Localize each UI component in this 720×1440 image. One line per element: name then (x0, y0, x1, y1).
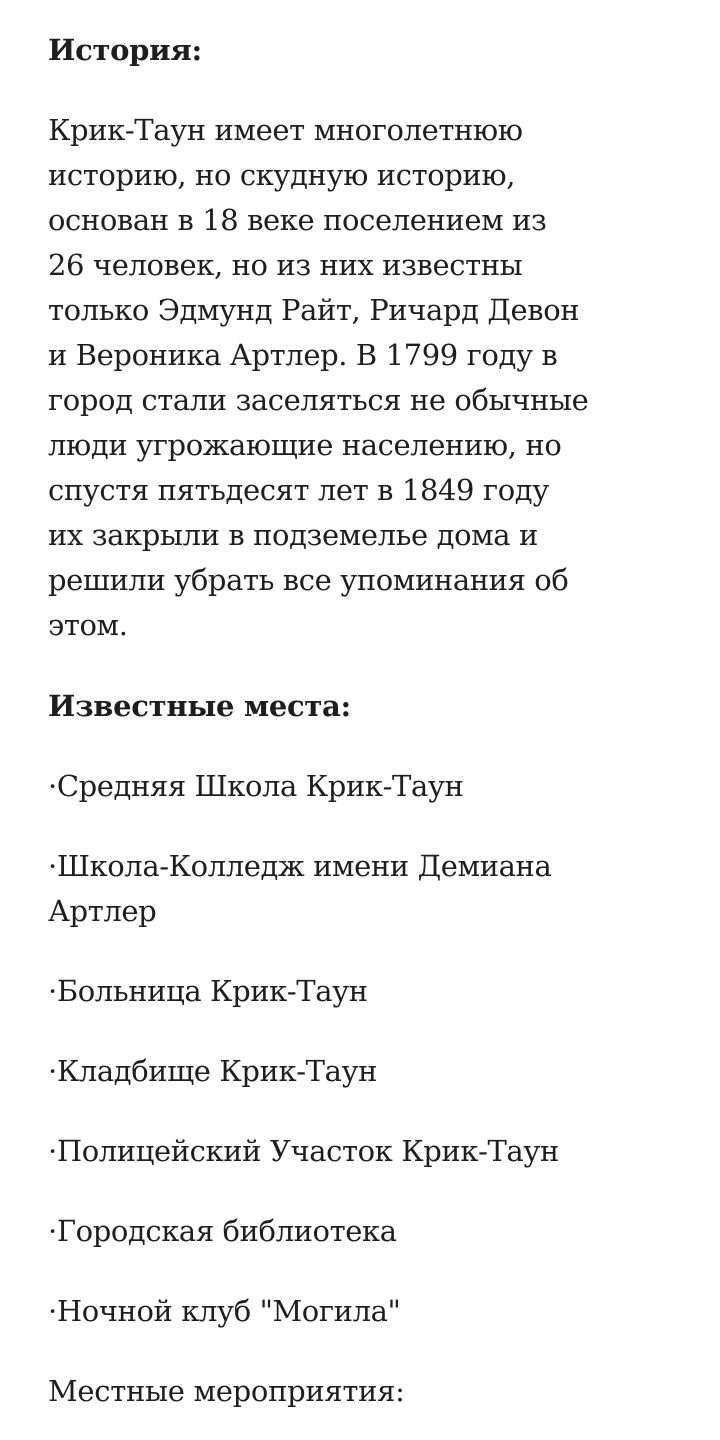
bullet-dot: · (48, 849, 57, 883)
place-name-continuation: Артлер (48, 894, 157, 928)
history-line: люди угрожающие населению, но (48, 428, 562, 462)
history-heading: История: (48, 33, 202, 67)
place-name: Полицейский Участок Крик-Таун (56, 1134, 559, 1168)
history-line: только Эдмунд Райт, Ричард Девон (48, 293, 580, 327)
history-line: и Вероника Артлер. В 1799 году в (48, 338, 558, 372)
places-list (48, 764, 688, 1334)
place-name: Кладбище Крик-Таун (56, 1054, 378, 1088)
place-name: Ночной клуб "Могила" (56, 1294, 401, 1328)
bullet-dot: · (48, 1294, 57, 1328)
history-line: спустя пятьдесят лет в 1849 году (48, 473, 549, 507)
list-item (48, 1209, 688, 1254)
bullet-dot: · (48, 1134, 57, 1168)
list-item (48, 764, 688, 809)
list-item (48, 969, 688, 1014)
bullet-dot: · (48, 769, 57, 803)
spacer (48, 648, 688, 684)
history-paragraph (48, 108, 688, 648)
place-name: Школа-Колледж имени Демиана (56, 849, 552, 883)
spacer (48, 728, 688, 764)
place-name: Городская библиотека (56, 1214, 397, 1248)
history-line: этом. (48, 608, 128, 642)
bullet-dot: · (48, 974, 57, 1008)
history-line: историю, но скудную историю, (48, 158, 516, 192)
article-body (48, 28, 688, 1413)
history-line: город стали заселяться не обычные (48, 383, 589, 417)
history-line: решили убрать все упоминания об (48, 563, 569, 597)
bullet-dot: · (48, 1054, 57, 1088)
list-item (48, 844, 688, 934)
history-line: их закрыли в подземелье дома и (48, 518, 538, 552)
spacer (48, 72, 688, 108)
history-line: основан в 18 веке поселением из (48, 203, 547, 237)
bullet-dot: · (48, 1214, 57, 1248)
events-heading: Местные мероприятия: (48, 1374, 405, 1408)
list-item (48, 1049, 688, 1094)
places-heading: Известные места: (48, 689, 351, 723)
list-item (48, 1289, 688, 1334)
history-line: Крик-Таун имеет многолетнюю (48, 113, 523, 147)
history-line: 26 человек, но из них известны (48, 248, 523, 282)
place-name: Средняя Школа Крик-Таун (56, 769, 464, 803)
place-name: Больница Крик-Таун (56, 974, 368, 1008)
list-item (48, 1129, 688, 1174)
